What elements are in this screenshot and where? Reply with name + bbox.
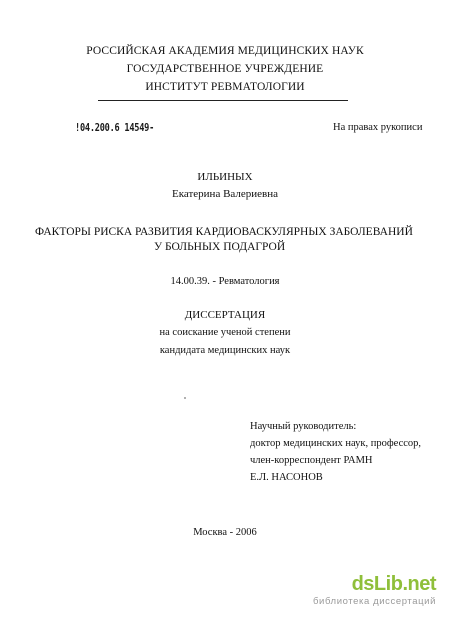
watermark-logo-main: dsLib <box>351 573 403 595</box>
dissertation-label: ДИССЕРТАЦИЯ <box>184 309 266 321</box>
supervisor-degree: доктор медицинских наук, профессор, <box>250 438 422 449</box>
place-year: Москва - 2006 <box>193 527 257 538</box>
author-surname: ИЛЬИНЫХ <box>197 171 253 183</box>
degree-line1: на соискание ученой степени <box>159 327 291 338</box>
watermark-logo-tld: .net <box>402 573 436 595</box>
dissertation-title-line1: ФАКТОРЫ РИСКА РАЗВИТИЯ КАРДИОВАСКУЛЯРНЫХ ЗАБОЛЕВАНИЙ <box>35 226 413 238</box>
supervisor-rank: член-корреспондент РАМН <box>250 455 373 466</box>
degree-line2: кандидата медицинских наук <box>159 345 291 356</box>
supervisor-label: Научный руководитель: <box>250 421 357 432</box>
supervisor-name: Е.Л. НАСОНОВ <box>250 472 323 483</box>
author-given-names: Екатерина Валериевна <box>171 188 278 200</box>
header-institution-type: ГОСУДАРСТВЕННОЕ УЧРЕЖДЕНИЕ <box>126 63 324 75</box>
header-divider <box>98 100 348 101</box>
specialty-code: 14.00.39. - Ревматология <box>170 276 280 287</box>
watermark-subtitle: библиотека диссертаций <box>313 596 436 607</box>
watermark-logo <box>313 574 436 594</box>
scan-speck <box>184 397 186 399</box>
header-institute: ИНСТИТУТ РЕВМАТОЛОГИИ <box>145 81 305 93</box>
manuscript-note: На правах рукописи <box>333 122 423 133</box>
dissertation-title-line2: У БОЛЬНЫХ ПОДАГРОЙ <box>154 241 286 253</box>
watermark <box>313 574 436 607</box>
header-academy: РОССИЙСКАЯ АКАДЕМИЯ МЕДИЦИНСКИХ НАУК <box>86 45 364 57</box>
library-stamp-number: !04.200.6 14549- <box>75 122 155 134</box>
